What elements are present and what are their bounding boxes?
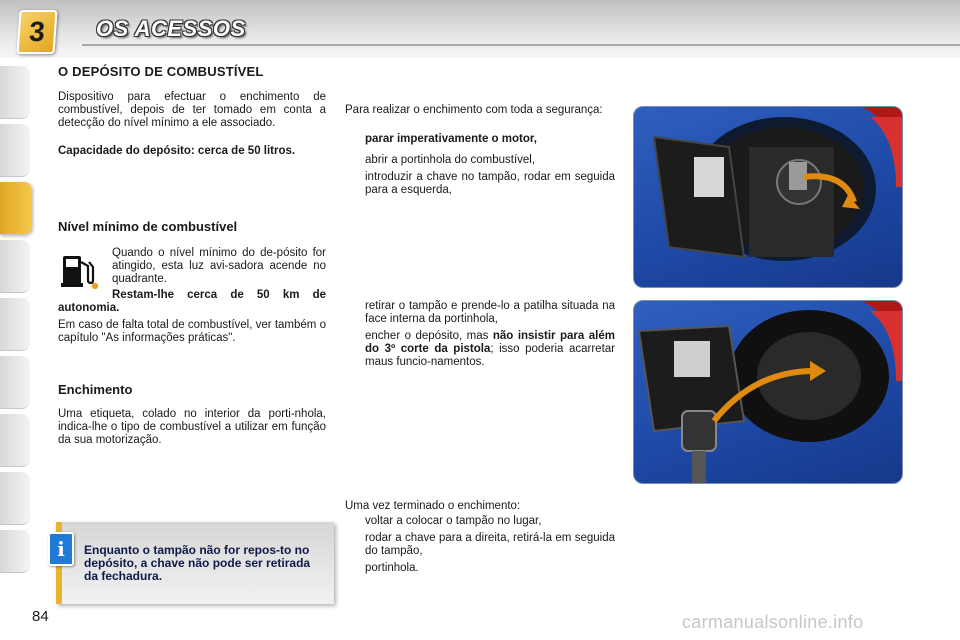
chapter-tab-9[interactable] xyxy=(0,530,30,573)
list-item: abrir a portinhola do combustível, xyxy=(365,154,536,166)
section-title: O DEPÓSITO DE COMBUSTÍVEL xyxy=(58,64,264,79)
procedure-steps-c xyxy=(345,515,615,579)
list-item: rodar a chave para a direita, retirá-la em seguida do tampão, xyxy=(365,532,615,557)
chapter-tabs xyxy=(0,66,34,576)
watermark: carmanualsonline.info xyxy=(682,612,864,632)
after-filling-intro: Uma vez terminado o enchimento: xyxy=(345,500,521,512)
chapter-tab-2[interactable] xyxy=(0,124,30,177)
list-item: voltar a colocar o tampão no lugar, xyxy=(365,515,542,527)
procedure-steps-a xyxy=(345,133,615,201)
fuel-label-note: Uma etiqueta, colado no interior da porti-nhola, indica-lhe o tipo de combustível a utilizar em função da sua motorização. xyxy=(58,408,326,446)
tank-capacity: Capacidade do depósito: cerca de 50 litros. xyxy=(58,145,296,157)
section-intro: Dispositivo para efectuar o enchimento de combustível, depois de ter tomado em conta a detecção do nível mínimo a ele associado. xyxy=(58,91,326,129)
fuel-flap-illustration-2 xyxy=(634,301,902,483)
chapter-tab-8[interactable] xyxy=(0,472,30,525)
min-level-title: Nível mínimo de combustível xyxy=(58,219,238,234)
list-item: portinhola. xyxy=(365,562,419,574)
info-icon: i xyxy=(48,532,74,566)
fuel-warning-text: Quando o nível mínimo do de-pósito for atingido, esta luz avi-sadora acende no quadrante. xyxy=(112,247,326,285)
remaining-range: Restam-lhe cerca de 50 km de autonomia. xyxy=(58,289,326,314)
chapter-tab-4[interactable] xyxy=(0,240,30,293)
chapter-tab-7[interactable] xyxy=(0,414,30,467)
fuel-flap-photo-2 xyxy=(633,300,903,484)
total-failure-note: Em caso de falta total de combustível, ver também o capítulo "As informações práticas". xyxy=(58,319,326,344)
chapter-badge: 3 xyxy=(16,10,57,54)
page-header xyxy=(0,0,960,58)
info-box xyxy=(56,522,334,604)
chapter-tab-5[interactable] xyxy=(0,298,30,351)
procedure-steps-b xyxy=(345,300,615,373)
list-item: encher o depósito, mas não insistir para além do 3º corte da pistola; isso poderia acarretar maus funcio-namentos. xyxy=(365,330,615,368)
list-item: introduzir a chave no tampão, rodar em seguida para a esquerda, xyxy=(365,171,615,196)
list-item: parar imperativamente o motor, xyxy=(365,133,537,145)
procedure-intro: Para realizar o enchimento com toda a segurança: xyxy=(345,104,603,116)
chapter-tab-1[interactable] xyxy=(0,66,30,119)
header-rule xyxy=(82,44,960,46)
list-item: retirar o tampão e prende-lo a patilha situada na face interna da portinhola, xyxy=(365,300,615,325)
page-number: 84 xyxy=(32,608,49,625)
chapter-tab-3-active[interactable] xyxy=(0,182,32,235)
fuel-flap-photo-1 xyxy=(633,106,903,288)
filling-title: Enchimento xyxy=(58,382,133,397)
fuel-flap-illustration-1 xyxy=(634,107,902,287)
chapter-title: OS ACESSOS xyxy=(96,16,246,41)
fuel-warning-icon xyxy=(60,252,102,292)
info-box-text: Enquanto o tampão não for repos-to no depósito, a chave não pode ser retirada da fechadura. xyxy=(84,543,311,583)
chapter-tab-6[interactable] xyxy=(0,356,30,409)
